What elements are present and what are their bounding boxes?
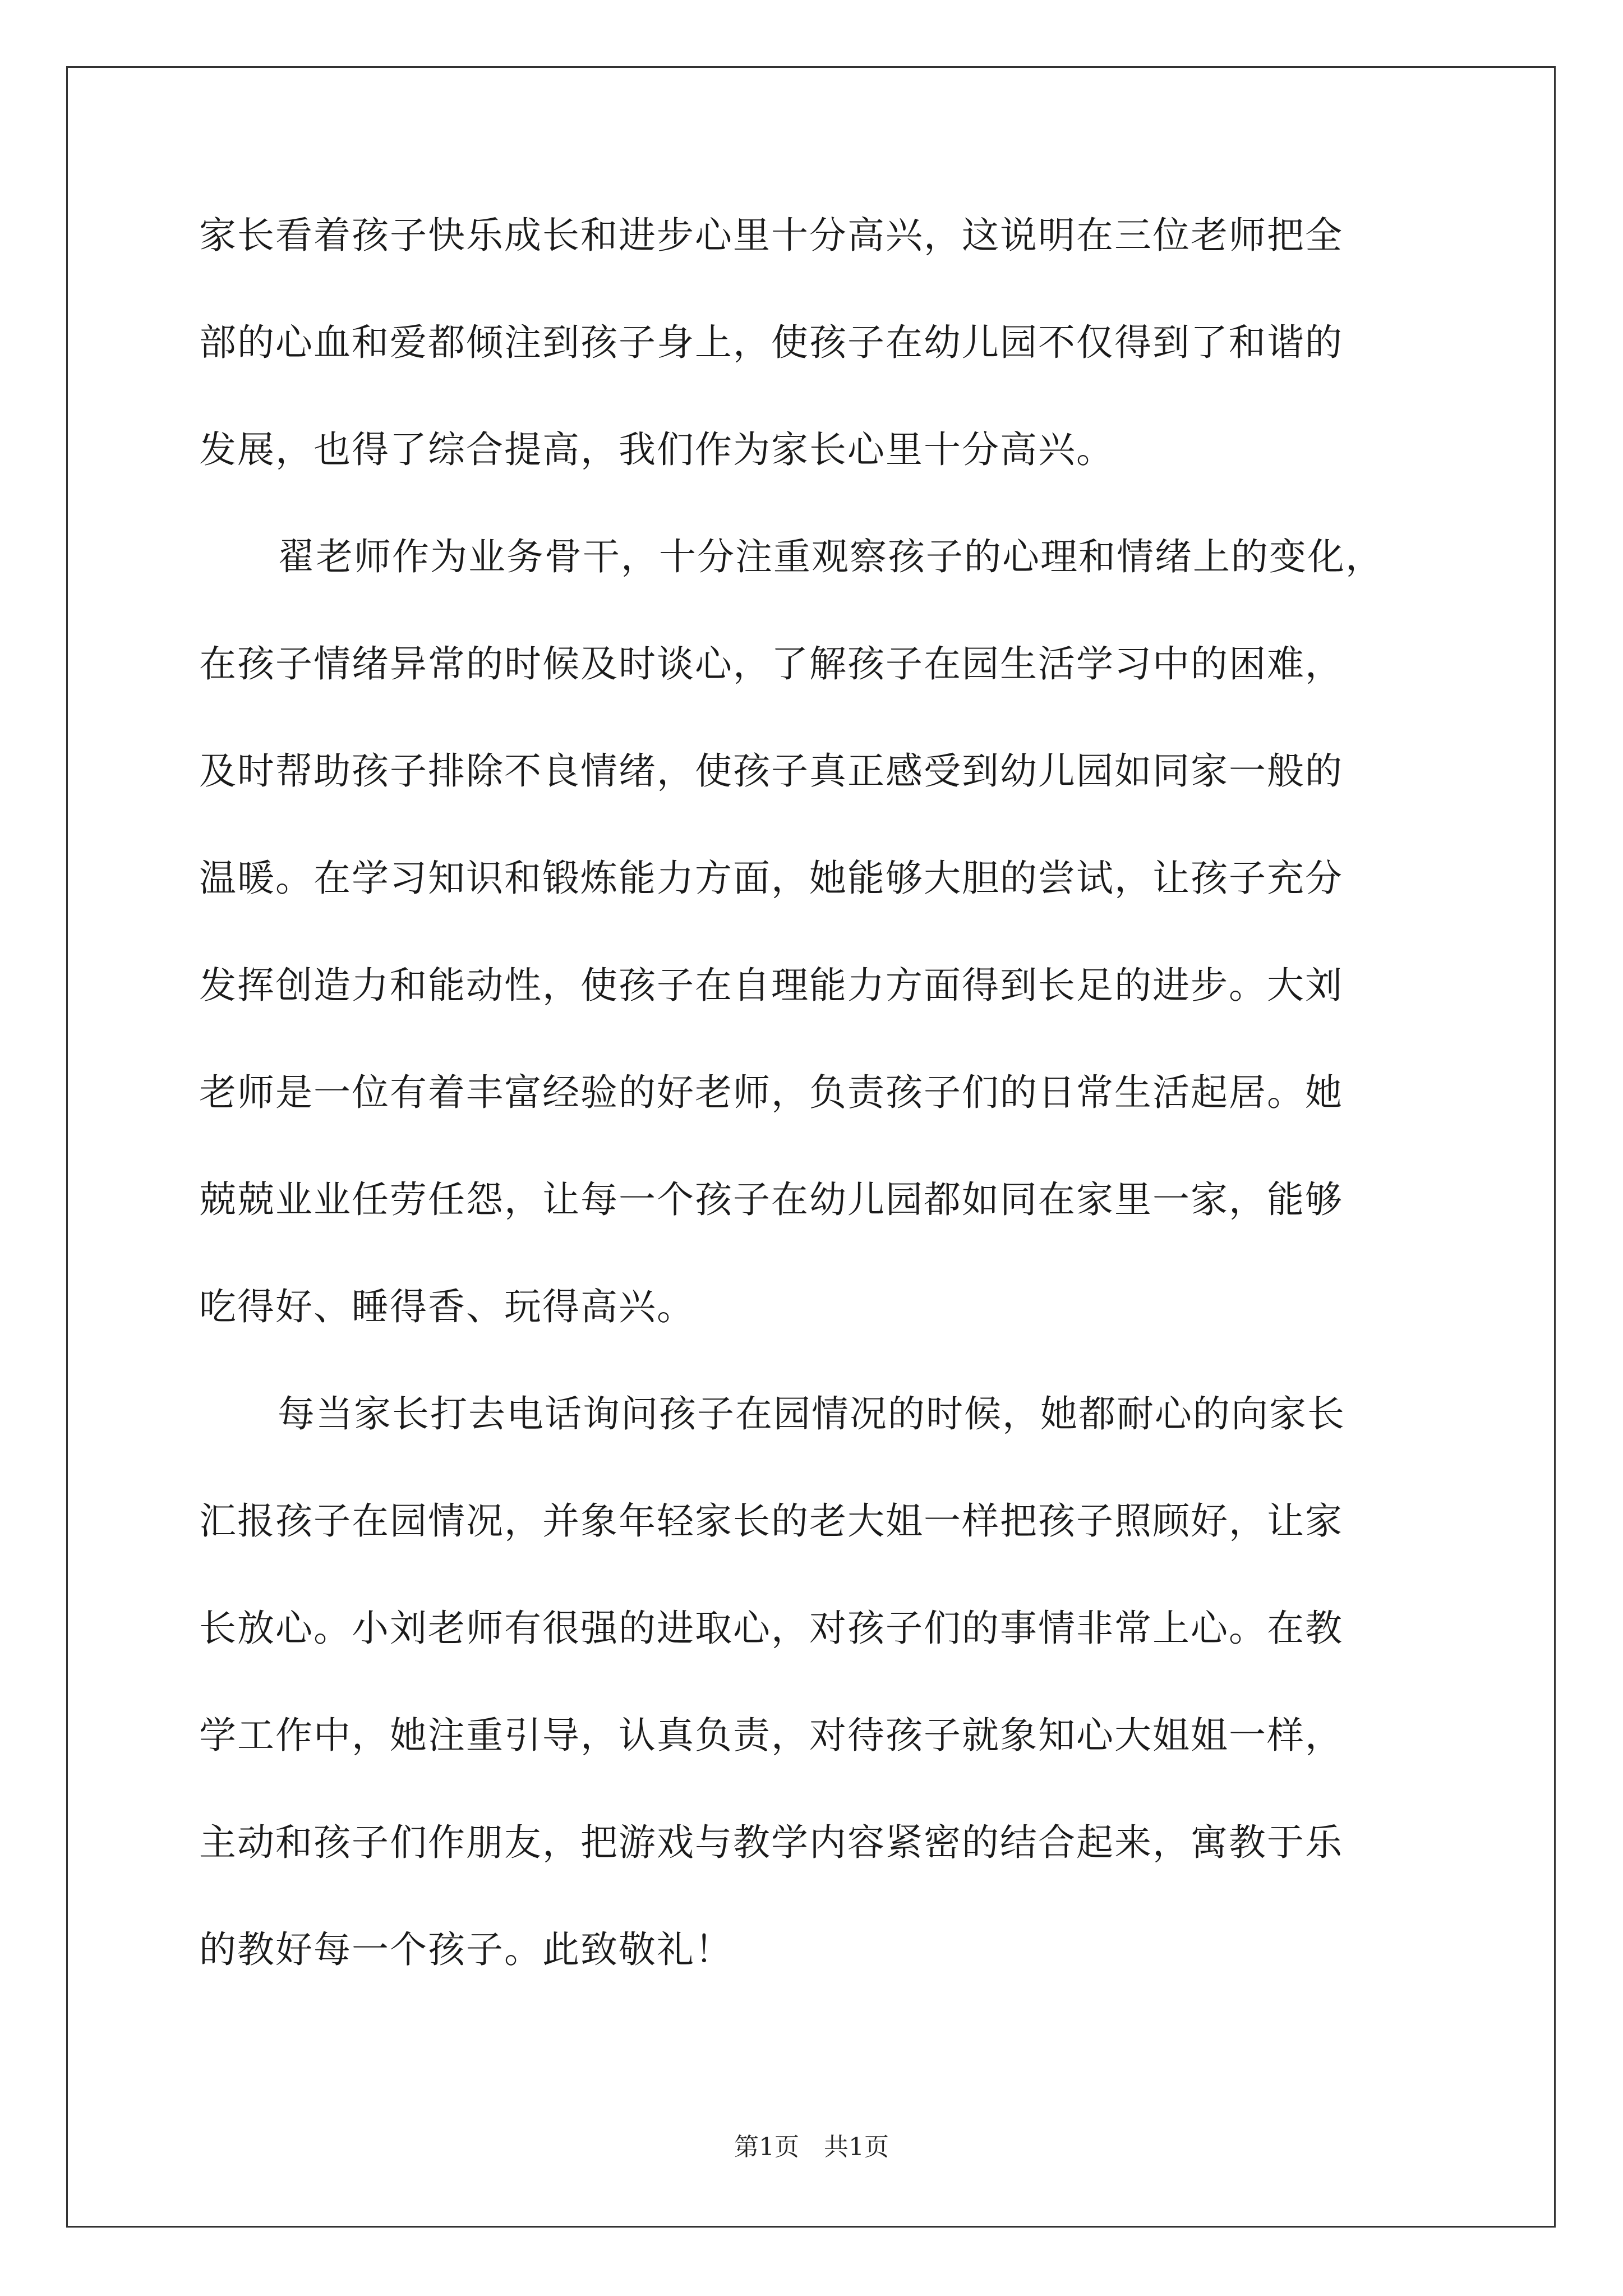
text-line: 发展，也得了综合提高，我们作为家长心里十分高兴。 — [199, 428, 1114, 471]
text-line: 及时帮助孩子排除不良情绪，使孩子真正感受到幼儿园如同家一般的 — [199, 749, 1343, 793]
text-line: 温暖。在学习知识和锻炼能力方面，她能够大胆的尝试，让孩子充分 — [199, 857, 1343, 900]
text-line: 在孩子情绪异常的时候及时谈心，了解孩子在园生活学习中的困难， — [199, 642, 1343, 685]
text-line: 汇报孩子在园情况，并象年轻家长的老大姐一样把孩子照顾好，让家 — [199, 1499, 1343, 1543]
text-line: 部的心血和爱都倾注到孩子身上，使孩子在幼儿园不仅得到了和谐的 — [199, 321, 1343, 364]
text-line: 家长看着孩子快乐成长和进步心里十分高兴，这说明在三位老师把全 — [199, 214, 1343, 257]
paragraph-first-line: 每当家长打去电话询问孩子在园情况的时候，她都耐心的向家长 — [278, 1392, 1345, 1435]
text-line: 老师是一位有着丰富经验的好老师，负责孩子们的日常生活起居。她 — [199, 1071, 1343, 1114]
text-line: 长放心。小刘老师有很强的进取心，对孩子们的事情非常上心。在教 — [199, 1607, 1343, 1650]
text-line: 兢兢业业任劳任怨，让每一个孩子在幼儿园都如同在家里一家，能够 — [199, 1178, 1343, 1221]
paragraph-first-line: 翟老师作为业务骨干，十分注重观察孩子的心理和情绪上的变化， — [278, 535, 1384, 578]
text-line: 吃得好、睡得香、玩得高兴。 — [199, 1285, 695, 1328]
text-line: 的教好每一个孩子。此致敬礼！ — [199, 1928, 733, 1971]
text-line: 发挥创造力和能动性，使孩子在自理能力方面得到长足的进步。大刘 — [199, 964, 1343, 1007]
page-border — [66, 66, 1556, 2228]
text-line: 主动和孩子们作朋友，把游戏与教学内容紧密的结合起来，寓教于乐 — [199, 1821, 1343, 1864]
text-line: 学工作中，她注重引导，认真负责，对待孩子就象知心大姐姐一样， — [199, 1714, 1343, 1757]
page-number: 第1页 共1页 — [734, 2133, 889, 2161]
